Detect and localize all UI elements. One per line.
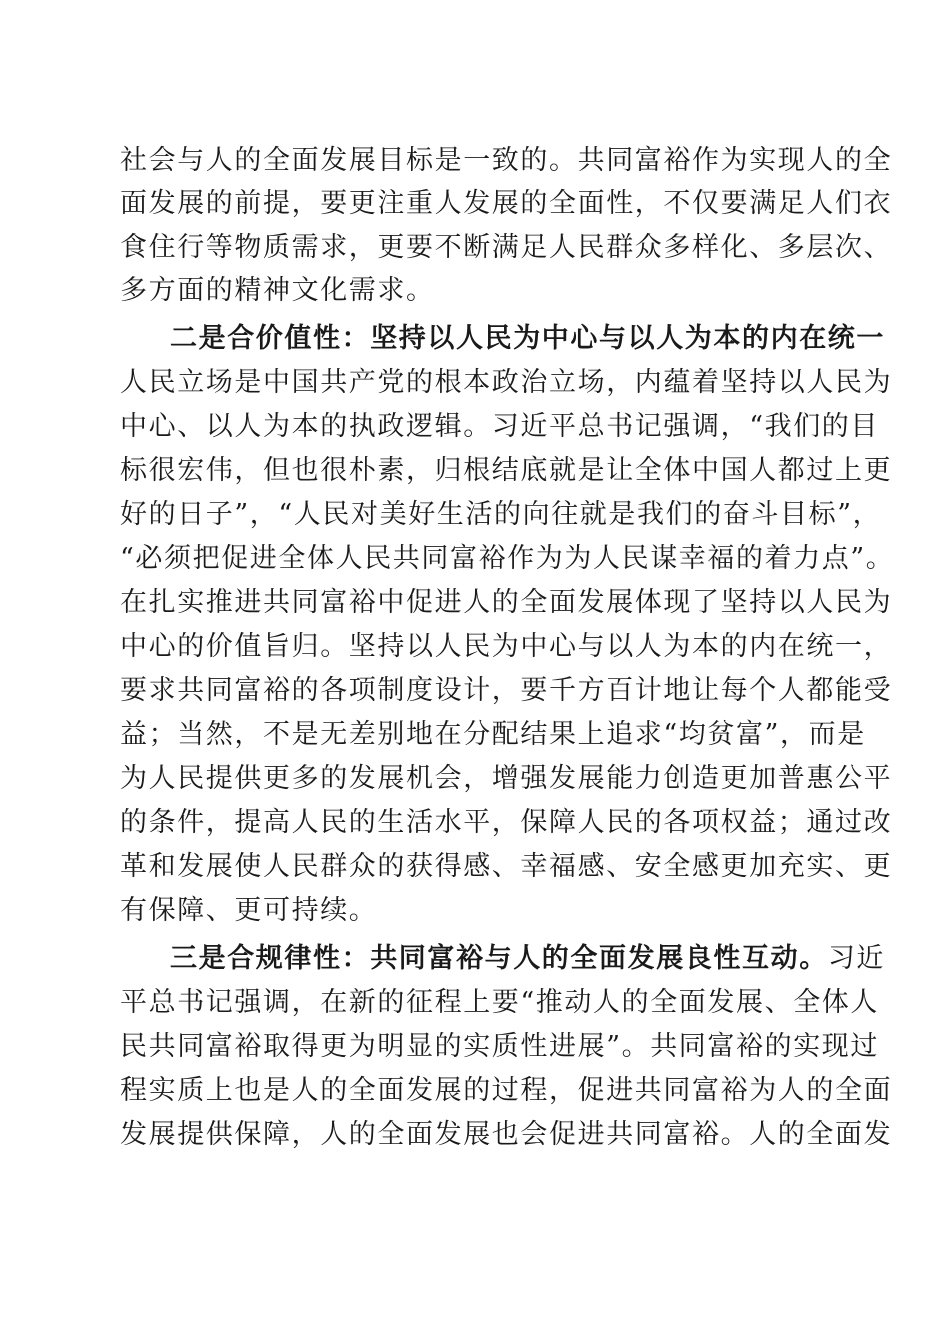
paragraph-line: 益；当然，不是无差别地在分配结果上追求“均贫富”，而是 xyxy=(120,719,866,750)
paragraph-line: 的条件，提高人民的生活水平，保障人民的各项权益；通过改 xyxy=(120,807,893,838)
paragraph-line: 多方面的精神文化需求。 xyxy=(120,275,435,306)
section-heading-rule: 三是合规律性：共同富裕与人的全面发展良性互动。 xyxy=(170,943,828,974)
paragraph-line: 人民立场是中国共产党的根本政治立场，内蕴着坚持以人民为 xyxy=(120,367,893,398)
paragraph-line: 在扎实推进共同富裕中促进人的全面发展体现了坚持以人民为 xyxy=(120,587,893,618)
paragraph-line: 中心、以人为本的执政逻辑。习近平总书记强调，“我们的目 xyxy=(120,411,880,442)
section-heading-rule-line xyxy=(170,942,886,976)
paragraph-line: 好的日子”，“人民对美好生活的向往就是我们的奋斗目标”， xyxy=(120,499,882,530)
paragraph-line: 程实质上也是人的全面发展的过程，促进共同富裕为人的全面 xyxy=(120,1075,893,1106)
paragraph-line: 社会与人的全面发展目标是一致的。共同富裕作为实现人的全 xyxy=(120,145,893,176)
paragraph-fragment: 习近 xyxy=(827,943,886,974)
section-heading-value: 二是合价值性：坚持以人民为中心与以人为本的内在统一 xyxy=(170,323,885,354)
paragraph-line: 革和发展使人民群众的获得感、幸福感、安全感更加充实、更 xyxy=(120,851,893,882)
paragraph-line: 食住行等物质需求，更要不断满足人民群众多样化、多层次、 xyxy=(120,232,893,263)
paragraph-line: 有保障、更可持续。 xyxy=(120,895,378,926)
paragraph-line: 民共同富裕取得更为明显的实质性进展”。共同富裕的实现过 xyxy=(120,1031,880,1062)
paragraph-line: 平总书记强调，在新的征程上要“推动人的全面发展、全体人 xyxy=(120,987,880,1018)
paragraph-line: 面发展的前提，要更注重人发展的全面性，不仅要满足人们衣 xyxy=(120,188,893,219)
paragraph-line: 要求共同富裕的各项制度设计，要千方百计地让每个人都能受 xyxy=(120,675,893,706)
paragraph-line: 为人民提供更多的发展机会，增强发展能力创造更加普惠公平 xyxy=(120,763,893,794)
paragraph-line: 发展提供保障，人的全面发展也会促进共同富裕。人的全面发 xyxy=(120,1119,893,1150)
paragraph-line: 中心的价值旨归。坚持以人民为中心与以人为本的内在统一， xyxy=(120,631,893,662)
paragraph-line: “必须把促进全体人民共同富裕作为为人民谋幸福的着力点”。 xyxy=(120,543,895,574)
paragraph-line: 标很宏伟，但也很朴素，归根结底就是让全体中国人都过上更 xyxy=(120,455,893,486)
